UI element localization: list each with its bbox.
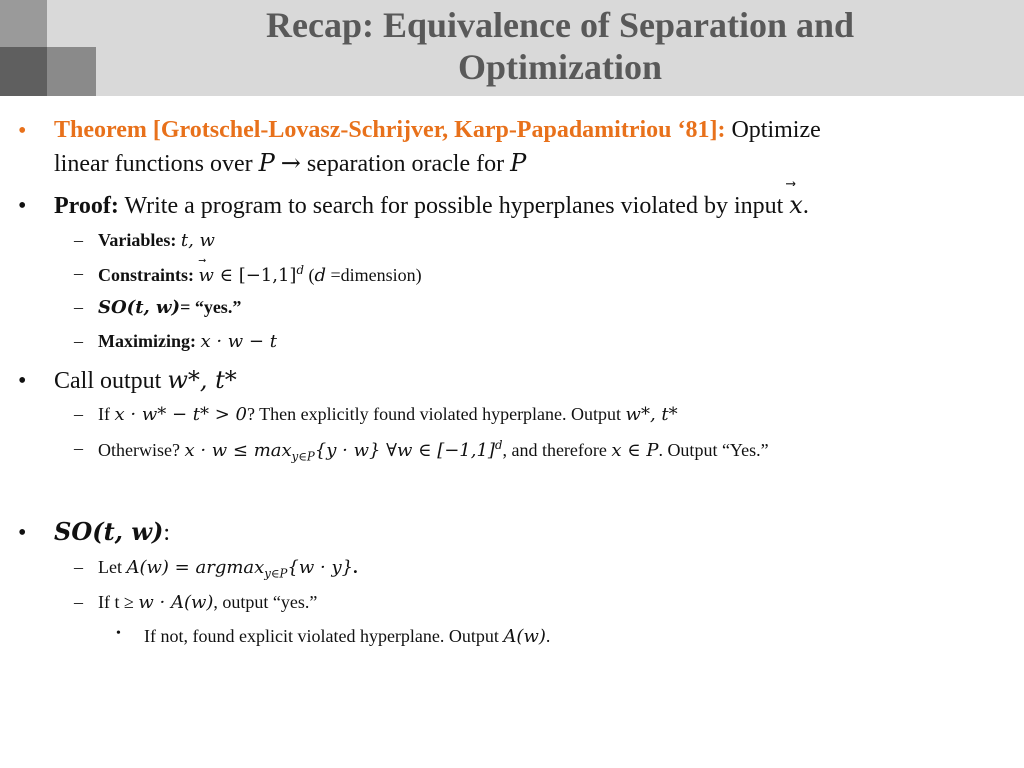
colon: :: [163, 520, 171, 546]
constraints-math: ∈ [−1,1]: [213, 265, 297, 286]
proof-label: Proof:: [54, 193, 119, 219]
call-output-text: Call output: [54, 368, 162, 394]
so-math: SO(t, w): [98, 297, 181, 318]
theorem-line-2: [54, 149, 526, 178]
if-t-math: w · A(w): [138, 592, 214, 613]
call-output-math: w*, t*: [167, 366, 237, 394]
bullet-dot: •: [18, 368, 27, 394]
title-line-2: Optimization: [458, 47, 662, 87]
if-not-math: A(w): [503, 626, 546, 647]
math-p: P: [258, 149, 275, 177]
otherwise-text: . Output “Yes.”: [658, 440, 769, 460]
bullet-dot: •: [18, 118, 27, 144]
theorem-label: Theorem [Grotschel-Lovasz-Schrijver, Karp-Papadamitriou ‘81]:: [54, 117, 726, 143]
constraints-label: Constraints:: [98, 265, 195, 285]
dash: –: [74, 438, 83, 458]
dash: –: [74, 263, 83, 283]
period: .: [802, 193, 809, 219]
if-not-text: If not, found explicit violated hyperplane. Output: [144, 626, 499, 646]
period: .: [545, 626, 551, 646]
math-w-vector: ⃗ w: [199, 265, 214, 286]
bullet-dot: •: [116, 626, 121, 641]
otherwise-text: Otherwise?: [98, 440, 180, 460]
so-line: [98, 297, 241, 318]
let-text: Let: [98, 557, 122, 577]
superscript-d: d: [494, 438, 503, 452]
paren: (: [303, 265, 315, 285]
math-p: P: [510, 149, 527, 177]
so-definition-math: SO(t, w): [54, 517, 164, 546]
constraints-text: =dimension): [325, 265, 422, 285]
if-t-text: If t ≥: [98, 592, 134, 612]
theorem-text: Optimize: [731, 117, 821, 143]
proof-line: [54, 191, 809, 220]
otherwise-text: , and therefore: [502, 440, 607, 460]
variables-label: Variables:: [98, 230, 177, 250]
math-d: d: [314, 265, 326, 286]
theorem-text: separation oracle for: [306, 151, 505, 177]
bullet-dot: •: [18, 520, 27, 546]
if-math: w*, t*: [625, 404, 678, 425]
dash: –: [74, 404, 83, 424]
decor-square: [0, 0, 47, 47]
if-t-text: , output “yes.”: [213, 592, 318, 612]
if-text: If: [98, 404, 110, 424]
let-line: [98, 557, 358, 581]
let-math: {w · y}: [287, 557, 354, 578]
proof-text: Write a program to search for possible hyperplanes violated by input: [124, 193, 784, 219]
period: .: [353, 557, 358, 577]
dash: –: [74, 331, 83, 351]
otherwise-math: {y · w} ∀w ∈ [−1,1]: [314, 440, 495, 461]
so-definition-line: [54, 517, 170, 547]
bullet-dot: •: [18, 193, 27, 219]
maximizing-label: Maximizing:: [98, 331, 196, 351]
otherwise-math: x · w ≤ max: [184, 440, 292, 461]
dash: –: [74, 297, 83, 317]
decor-square: [47, 47, 96, 96]
variables-math: t, w: [180, 230, 215, 251]
maximizing-line: [98, 331, 277, 352]
otherwise-line: [98, 438, 769, 464]
subscript: y∈P: [291, 449, 315, 464]
if-line: [98, 404, 678, 425]
variables-line: [98, 230, 215, 251]
math-x-vector: ⃗ x: [789, 191, 803, 219]
arrow-symbol: →: [280, 149, 301, 177]
subscript: y∈P: [264, 566, 288, 581]
dash: –: [74, 557, 83, 577]
superscript-d: d: [296, 263, 304, 277]
decor-square: [0, 47, 47, 96]
call-output-line: [54, 366, 237, 395]
otherwise-math: x ∈ P: [611, 440, 659, 461]
slide-title: [110, 4, 1010, 88]
if-text: ? Then explicitly found violated hyperplane. Output: [246, 404, 622, 424]
maximizing-math: x · w − t: [200, 331, 277, 352]
constraints-line: [98, 263, 422, 286]
title-bar: [0, 0, 1024, 96]
let-math: A(w) = argmax: [126, 557, 265, 578]
title-line-1: Recap: Equivalence of Separation and: [265, 5, 855, 45]
if-math: x · w* − t* > 0: [114, 404, 247, 425]
dash: –: [74, 592, 83, 612]
dash: –: [74, 230, 83, 250]
so-text: = “yes.”: [180, 297, 242, 317]
if-not-line: [144, 626, 550, 647]
theorem-line-1: [54, 117, 821, 144]
decor-square: [47, 0, 96, 47]
theorem-text: linear functions over: [54, 151, 253, 177]
if-t-line: [98, 592, 317, 613]
